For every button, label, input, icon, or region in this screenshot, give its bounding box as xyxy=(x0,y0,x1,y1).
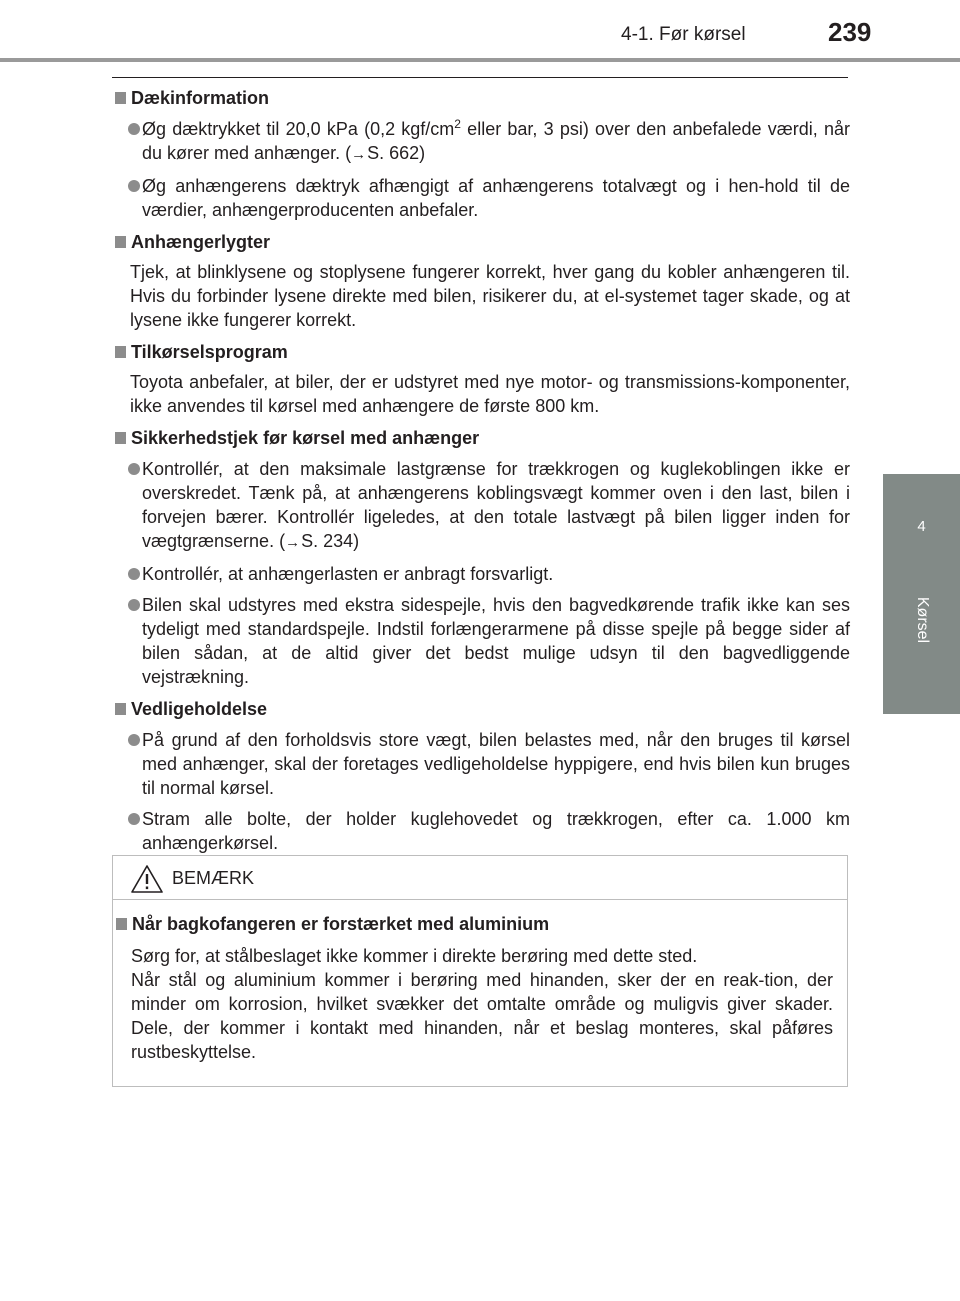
chapter-number: 4 xyxy=(917,518,926,535)
square-bullet-icon xyxy=(115,432,126,444)
main-content xyxy=(112,86,850,855)
list-item: Kontrollér, at anhængerlasten er anbragt forsvarligt. xyxy=(112,562,850,586)
arrow-right-icon: → xyxy=(285,534,301,551)
page-reference-link[interactable]: S. 662) xyxy=(367,143,426,163)
paragraph: Tjek, at blinklysene og stoplysene fungerer korrekt, hver gang du kobler anhængeren til. Hvis du forbinder lysene direkte med bilen, risikerer du, at el-systemet tager skade, og at lysene ikke fungerer korrekt. xyxy=(130,262,850,330)
page-number: 239 xyxy=(828,17,872,47)
list-item: På grund af den forholdsvis store vægt, bilen belastes med, når den bruges til kørsel med anhænger, skal der foretages vedligeholdelse hyppigere, end hvis bilen kun bruges til normal kørsel. xyxy=(112,728,850,800)
circle-bullet-icon xyxy=(128,734,140,746)
content-top-rule xyxy=(112,77,848,78)
arrow-right-icon: → xyxy=(351,146,367,163)
notice-body xyxy=(113,912,833,1064)
square-bullet-icon xyxy=(115,236,126,248)
circle-bullet-icon xyxy=(128,463,140,475)
square-bullet-icon xyxy=(115,92,126,104)
paragraph: Toyota anbefaler, at biler, der er udstyret med nye motor- og transmissions-komponenter, ikke anvendes til kørsel med anhængere de første 800 km. xyxy=(130,372,850,416)
paragraph: Når stål og aluminium kommer i berøring med hinanden, sker der en reak-tion, der minder om korrosion, hvilket svækker det omtalte område og muligvis giver skader. Dele, der kommer i kontakt med hinanden, når et beslag monteres, skal påføres rustbeskyttelse. xyxy=(131,970,833,1062)
list-item: Øg anhængerens dæktryk afhængigt af anhængerens totalvægt og i hen-hold til de værdier, anhængerproducenten anbefaler. xyxy=(112,174,850,222)
header-rule xyxy=(0,58,960,62)
list-item: Stram alle bolte, der holder kuglehovedet og trækkrogen, efter ca. 1.000 km anhængerkørsel. xyxy=(112,807,850,855)
chapter-label: Kørsel xyxy=(913,596,931,644)
section-heading: Tilkørselsprogram xyxy=(112,340,850,364)
page-reference-link[interactable]: S. 234) xyxy=(301,531,360,551)
section-heading: Vedligeholdelse xyxy=(112,697,850,721)
section-name: 4-1. Før kørsel xyxy=(621,24,746,45)
notice-header xyxy=(113,856,847,900)
square-bullet-icon xyxy=(115,346,126,358)
chapter-tab xyxy=(883,474,960,714)
circle-bullet-icon xyxy=(128,568,140,580)
section-heading: Anhængerlygter xyxy=(112,230,850,254)
list-item: Bilen skal udstyres med ekstra sidespejle, hvis den bagvedkørende trafik ikke kan ses tydeligt med standardspejle. Indstil forlængerarmene på disse spejle på begge sider af bilen sådan, at de altid giver det bedst mulige udsyn til den bagvedliggende vejstrækning. xyxy=(112,593,850,689)
warning-triangle-icon xyxy=(130,864,164,894)
list-item: Kontrollér, at den maksimale lastgrænse for trækkrogen og kuglekoblingen ikke er overskredet. Tænk på, at anhængerens koblingsvægt kommer oven i den last, bilen i forvejen bærer. Kontrollér ligeledes, at den totale lastvægt på bilen ligger inden for vægtgrænserne. (→S. 234) xyxy=(112,457,850,555)
section-heading: Dækinformation xyxy=(112,86,850,110)
paragraph: Sørg for, at stålbeslaget ikke kommer i direkte berøring med dette sted. xyxy=(131,946,698,966)
notice-box xyxy=(112,855,848,1087)
circle-bullet-icon xyxy=(128,813,140,825)
circle-bullet-icon xyxy=(128,599,140,611)
notice-heading: Når bagkofangeren er forstærket med aluminium xyxy=(113,912,833,936)
notice-title: BEMÆRK xyxy=(172,868,255,888)
square-bullet-icon xyxy=(115,703,126,715)
section-heading: Sikkerhedstjek før kørsel med anhænger xyxy=(112,426,850,450)
square-bullet-icon xyxy=(116,918,127,930)
list-item: Øg dæktrykket til 20,0 kPa (0,2 kgf/$cm^2$ eller bar, 3 psi) over den anbefalede værdi, når du kører med anhænger. (→S. 662) xyxy=(112,117,850,167)
circle-bullet-icon xyxy=(128,123,140,135)
circle-bullet-icon xyxy=(128,180,140,192)
